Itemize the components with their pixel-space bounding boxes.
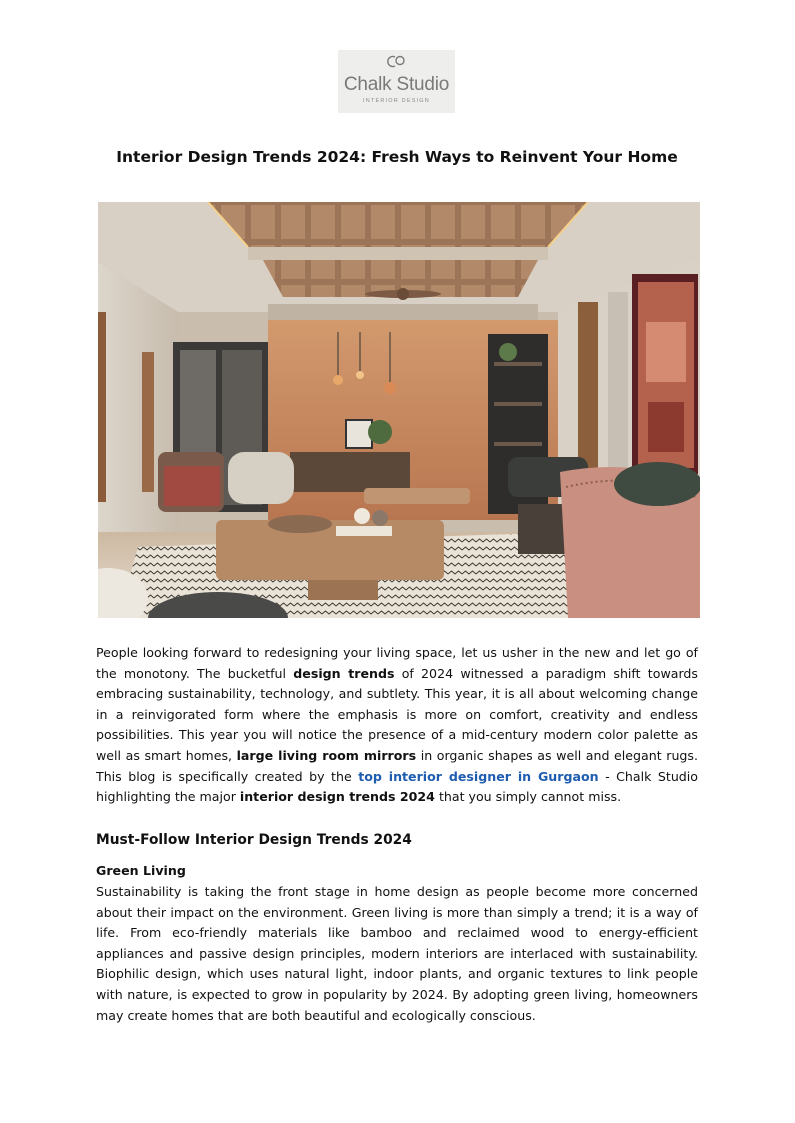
hero-image	[98, 202, 700, 618]
intro-paragraph	[96, 643, 698, 808]
trends-2024-bold: interior design trends 2024	[239, 789, 435, 805]
design-trends-bold: design trends	[293, 665, 395, 681]
logo-tagline: INTERIOR DESIGN	[363, 98, 430, 104]
chalk-studio-logo-mark-icon	[386, 54, 408, 70]
article-title: Interior Design Trends 2024: Fresh Ways to Reinvent Your Home	[116, 148, 678, 166]
subsection-heading: Green Living	[96, 863, 186, 878]
mirrors-bold: large living room mirrors	[236, 747, 417, 763]
intro-text-5: that you simply cannot miss.	[434, 789, 622, 805]
logo-name: Chalk Studio	[343, 74, 450, 95]
company-logo[interactable]	[338, 50, 455, 113]
intro-text-1: People looking forward to redesigning your living space, let us usher in the new and let go of the monotony. The bucketful	[96, 645, 698, 681]
intro-text-3: in organic shapes as well and elegant rugs. This blog is specifically created by the	[96, 747, 698, 784]
intro-text-4: - Chalk Studio highlighting the major	[96, 768, 698, 805]
top-interior-designer-link[interactable]: top interior designer in Gurgaon	[358, 768, 599, 784]
intro-text-2: of 2024 witnessed a paradigm shift towards embracing sustainability, technology, and subtlety. This year, it is all about welcoming change in a reinvigorated form where the emphasis is more on comfort, creativity and endless possibilities. This year you will notice the presence of a mid-century modern color palette as well as smart homes,	[96, 665, 698, 763]
section-heading: Must-Follow Interior Design Trends 2024	[96, 832, 412, 848]
green-living-paragraph: Sustainability is taking the front stage in home design as people become more concerned about their impact on the environment. Green living is more than simply a trend; it is a way of life. From eco-friendly materials like bamboo and reclaimed wood to energy-efficient appliances and passive design principles, modern interiors are interlaced with sustainability. Biophilic design, which uses natural light, indoor plants, and organic textures to link people with nature, is expected to grow in popularity by 2024. By adopting green living, homeowners may create homes that are both beautiful and ecologically conscious.	[96, 884, 698, 1023]
